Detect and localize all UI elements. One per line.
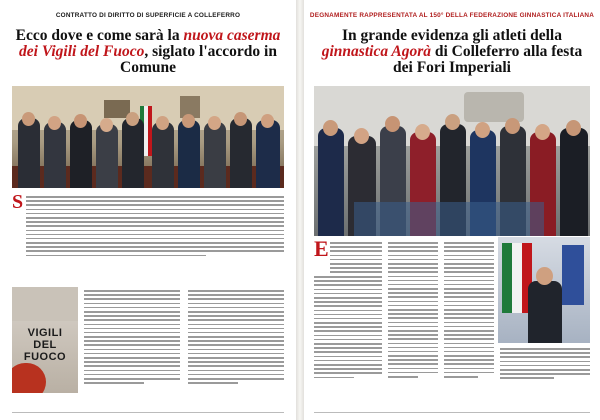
right-headline-lead: In grande evidenza gli atleti della: [341, 27, 562, 44]
right-kicker: [304, 12, 600, 19]
left-body-text-col2: [188, 290, 284, 386]
firefighters-sign-photo: [12, 287, 78, 393]
left-headline: [10, 28, 286, 76]
right-body-text-col1b: [314, 276, 382, 381]
right-body-text-col2: [388, 242, 438, 380]
right-kicker-text: DEGNAMENTE RAPPRESENTATA AL 150° DELLA FEDERAZIONE GINNASTICA ITALIANA: [309, 12, 595, 19]
right-body-text-col3: [444, 242, 494, 380]
left-headline-lead: Ecco dove e come sarà la: [15, 27, 180, 44]
group-photo-council: [12, 86, 284, 188]
left-body-text-col1: [84, 290, 180, 386]
left-headline-tail: , siglato l'accordo in Comune: [120, 43, 277, 76]
right-body-text-col4: [500, 348, 590, 382]
left-headline-highlight: nuova caserma dei Vigili del Fuoco: [19, 27, 281, 60]
ceremony-portrait-photo: [498, 237, 590, 343]
right-body-text-col1: [330, 242, 382, 276]
right-headline-tail: di Colleferro alla festa dei Fori Imperiali: [393, 43, 583, 76]
left-page: [0, 0, 296, 420]
right-dropcap: E: [314, 236, 329, 261]
right-headline-highlight: ginnastica Agorà: [321, 43, 431, 60]
gymnastics-group-photo: [314, 86, 590, 236]
left-page-footer: [12, 412, 284, 416]
left-kicker-text: CONTRATTO DI DIRITTO DI SUPERFICIE A COLLEFERRO: [55, 12, 241, 19]
left-body-text-top: [26, 196, 284, 259]
spread-gutter: [296, 0, 304, 420]
right-headline: [314, 28, 590, 76]
left-dropcap: S: [12, 191, 24, 213]
right-page: [304, 0, 600, 420]
right-page-footer: [314, 412, 590, 416]
vigili-del-fuoco-sign: VIGILI DEL FUOCO: [23, 327, 67, 363]
left-kicker: [0, 12, 296, 19]
